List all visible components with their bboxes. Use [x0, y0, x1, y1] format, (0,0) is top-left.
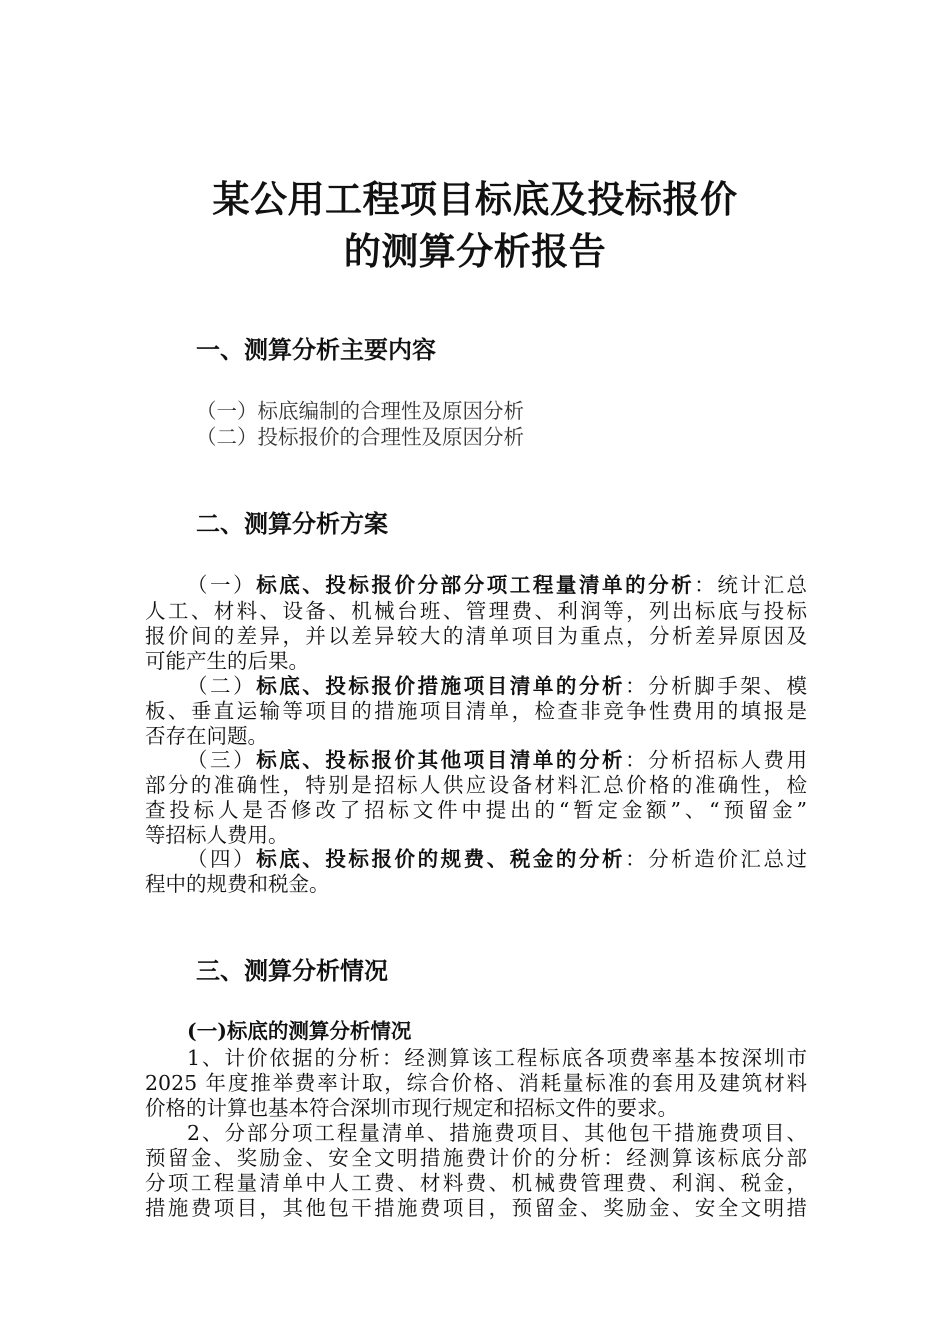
s2-p3-line4: 等招标人费用。	[145, 823, 289, 847]
s2-p2-line3: 否存在问题。	[145, 724, 268, 748]
s2-p1-line3: 报价间的差异，并以差异较大的清单项目为重点，分析差异原因及	[145, 624, 807, 648]
s3-p2-line1: 2、分部分项工程量清单、措施费项目、其他包干措施费项目、	[187, 1121, 807, 1145]
s3-subheading: (一)标底的测算分析情况	[187, 1019, 412, 1043]
s2-p1-line1: （一）标底、投标报价分部分项工程量清单的分析：统计汇总	[187, 573, 808, 597]
toc-item-1: （一）标底编制的合理性及原因分析	[196, 399, 524, 423]
s2-p2-line2: 板、垂直运输等项目的措施项目清单，检查非竞争性费用的填报是	[145, 699, 807, 723]
s2-p1-line2: 人工、材料、设备、机械台班、管理费、利润等，列出标底与投标	[145, 599, 807, 623]
s2-p1-line4: 可能产生的后果。	[145, 649, 309, 673]
s2-p4-line2: 程中的规费和税金。	[145, 872, 330, 896]
section2-heading: 二、测算分析方案	[196, 509, 388, 538]
s2-p2-line1: （二）标底、投标报价措施项目清单的分析：分析脚手架、模	[187, 674, 808, 698]
s3-p2-line4: 措施费项目，其他包干措施费项目，预留金、奖励金、安全文明措	[145, 1196, 807, 1220]
s3-p2-line3: 分项工程量清单中人工费、材料费、机械费管理费、利润、税金，	[145, 1171, 807, 1195]
s2-p3-line3: 查投标人是否修改了招标文件中提出的“暂定金额”、“预留金”	[145, 798, 807, 822]
section3-heading: 三、测算分析情况	[196, 956, 388, 985]
s2-p4-line1: （四）标底、投标报价的规费、税金的分析：分析造价汇总过	[187, 847, 808, 871]
document-title-line2: 的测算分析报告	[343, 229, 607, 273]
document-title-line1: 某公用工程项目标底及投标报价	[212, 177, 738, 221]
s3-p1-line1: 1、计价依据的分析：经测算该工程标底各项费率基本按深圳市	[187, 1046, 807, 1070]
section1-heading: 一、测算分析主要内容	[196, 335, 436, 364]
s2-p3-line2: 部分的准确性，特别是招标人供应设备材料汇总价格的准确性，检	[145, 773, 807, 797]
s2-p3-line1: （三）标底、投标报价其他项目清单的分析：分析招标人费用	[187, 748, 808, 772]
toc-item-2: （二）投标报价的合理性及原因分析	[196, 425, 524, 449]
s3-p1-line2: 2025 年度推举费率计取，综合价格、消耗量标准的套用及建筑材料	[145, 1071, 807, 1095]
s3-p2-line2: 预留金、奖励金、安全文明措施费计价的分析：经测算该标底分部	[145, 1146, 807, 1170]
s3-p1-line3: 价格的计算也基本符合深圳市现行规定和招标文件的要求。	[145, 1096, 678, 1120]
